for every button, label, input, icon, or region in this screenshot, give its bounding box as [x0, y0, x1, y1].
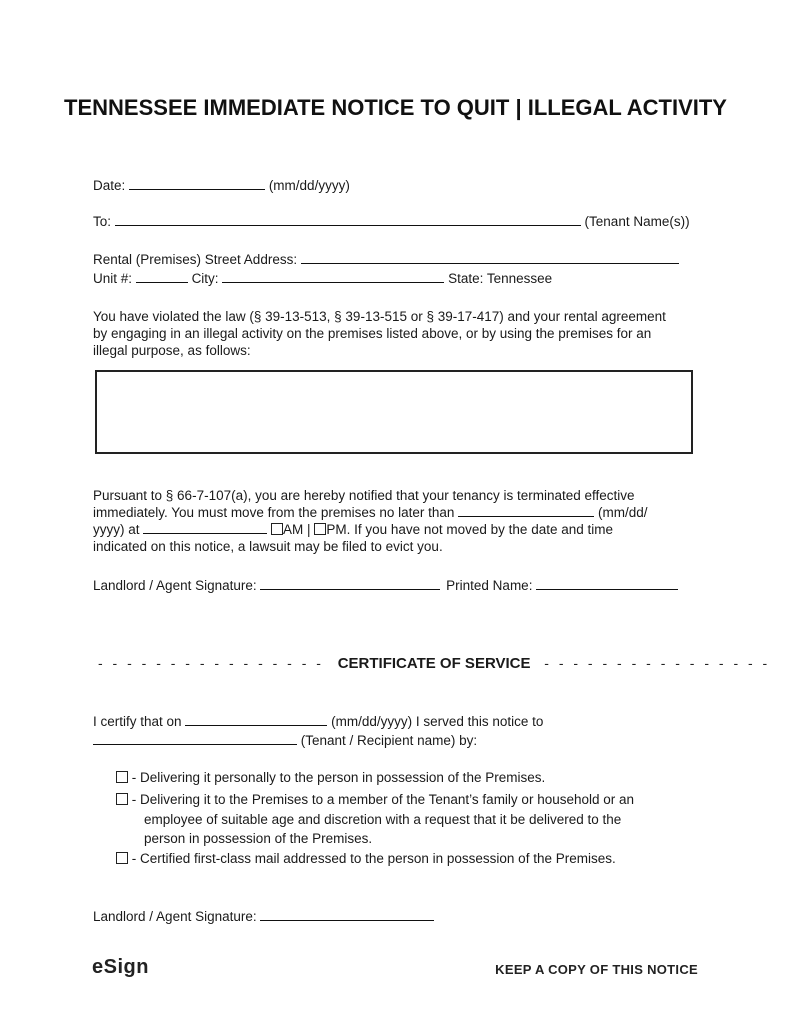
am-checkbox[interactable] — [271, 523, 283, 535]
service-option-household-cont-1: employee of suitable age and discretion with a request that it be delivered to the — [144, 812, 622, 827]
household-delivery-checkbox[interactable] — [116, 793, 128, 805]
certify-date-hint: (mm/dd/yyyy) I served this notice to — [331, 714, 544, 729]
certificate-signature-field[interactable] — [260, 908, 434, 921]
unit-label: Unit #: — [93, 271, 133, 286]
service-option-label: - Certified first-class mail addressed to the person in possession of the Premises. — [131, 851, 616, 866]
keep-copy-note: KEEP A COPY OF THIS NOTICE — [495, 962, 698, 977]
termination-date-hint: (mm/dd/ — [597, 505, 648, 520]
date-hint: (mm/dd/yyyy) — [268, 178, 350, 193]
landlord-signature-field[interactable] — [260, 577, 440, 590]
move-out-date-field[interactable] — [458, 504, 594, 517]
certify-label: I certify that on — [93, 714, 182, 729]
move-out-time-field[interactable] — [143, 521, 267, 534]
state-text: State: Tennessee — [448, 271, 553, 286]
esign-logo: eSign — [92, 956, 149, 978]
printed-name-field[interactable] — [536, 577, 678, 590]
am-label: AM | — [283, 522, 311, 537]
certify-row — [93, 713, 543, 730]
date-row — [93, 177, 350, 194]
to-hint: (Tenant Name(s)) — [584, 214, 690, 229]
termination-paragraph — [93, 487, 713, 555]
service-option-label: - Delivering it personally to the person in possession of the Premises. — [131, 770, 546, 785]
personal-delivery-checkbox[interactable] — [116, 771, 128, 783]
city-field[interactable] — [222, 270, 444, 283]
street-address-row — [93, 251, 679, 268]
mail-delivery-checkbox[interactable] — [116, 852, 128, 864]
city-label: City: — [191, 271, 219, 286]
unit-city-row — [93, 270, 552, 287]
landlord-signature-row — [93, 577, 678, 594]
service-option-household — [116, 792, 634, 808]
service-option-personal — [116, 770, 545, 786]
termination-line-1: Pursuant to § 66-7-107(a), you are hereby notified that your tenancy is terminated effective — [93, 488, 635, 503]
certificate-heading — [98, 655, 771, 672]
landlord-signature-label: Landlord / Agent Signature: — [93, 578, 257, 593]
service-option-household-cont-2: person in possession of the Premises. — [144, 831, 373, 846]
certificate-dashes-left: - - - - - - - - - - - - - - - - — [98, 655, 324, 671]
street-address-label: Rental (Premises) Street Address: — [93, 252, 298, 267]
service-date-field[interactable] — [185, 713, 327, 726]
certificate-signature-label: Landlord / Agent Signature: — [93, 909, 257, 924]
recipient-hint: (Tenant / Recipient name) by: — [300, 733, 478, 748]
document-title: TENNESSEE IMMEDIATE NOTICE TO QUIT | ILLEGAL ACTIVITY — [64, 95, 727, 120]
to-row — [93, 213, 690, 230]
termination-line-4: indicated on this notice, a lawsuit may be filed to evict you. — [93, 539, 443, 554]
violation-paragraph: You have violated the law (§ 39-13-513, § 39-13-515 or § 39-17-417) and your rental agreement by engaging in an illegal activity on the premises listed above, or by using the premises for an illegal purpose, as follows: — [93, 309, 666, 358]
certificate-signature-row — [93, 908, 434, 925]
date-field[interactable] — [129, 177, 265, 190]
illegal-activity-description-box[interactable] — [95, 370, 693, 454]
recipient-row — [93, 732, 477, 749]
service-option-mail — [116, 851, 616, 867]
printed-name-label: Printed Name: — [446, 578, 533, 593]
pm-label: PM. If you have not moved by the date and time — [326, 522, 613, 537]
unit-field[interactable] — [136, 270, 188, 283]
pm-checkbox[interactable] — [314, 523, 326, 535]
certificate-title: CERTIFICATE OF SERVICE — [337, 655, 531, 672]
termination-time-label: yyyy) at — [93, 522, 140, 537]
tenant-name-field[interactable] — [115, 213, 581, 226]
to-label: To: — [93, 214, 112, 229]
date-label: Date: — [93, 178, 126, 193]
service-option-label: - Delivering it to the Premises to a member of the Tenant’s family or household or an — [131, 792, 635, 807]
termination-line-2-text: immediately. You must move from the premises no later than — [93, 505, 455, 520]
certificate-dashes-right: - - - - - - - - - - - - - - - - — [544, 655, 771, 671]
street-address-field[interactable] — [301, 251, 679, 264]
termination-line-2 — [93, 504, 713, 521]
termination-line-3 — [93, 521, 713, 538]
recipient-name-field[interactable] — [93, 732, 297, 745]
